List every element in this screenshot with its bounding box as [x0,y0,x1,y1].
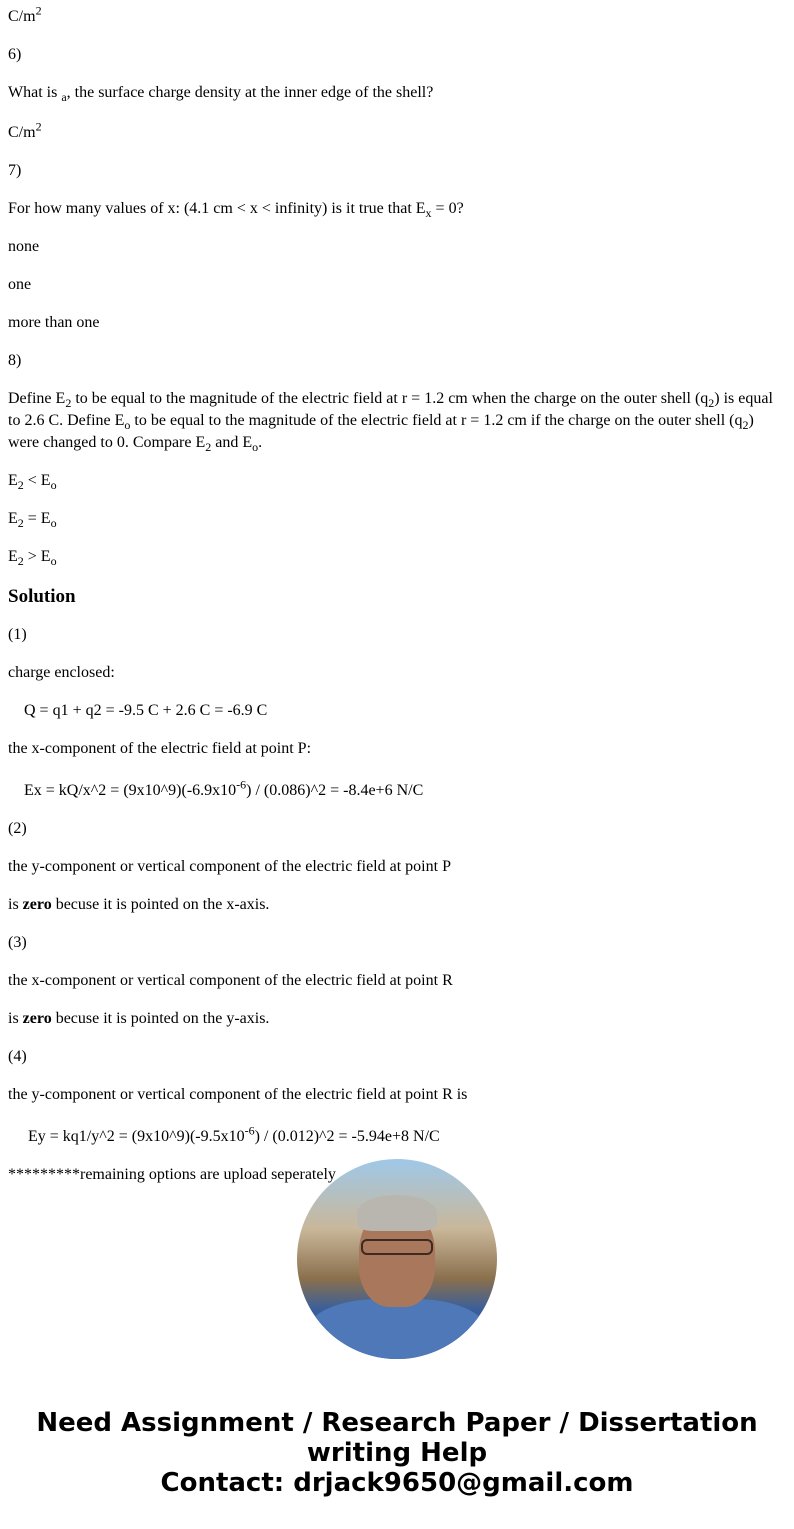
text: to be equal to the magnitude of the electric field at r = 1.2 cm if the charge on the outer shell (q [130,412,743,429]
sub: 2 [708,396,715,411]
solution-heading: Solution [8,586,76,607]
footer-contact[interactable]: Contact: drjack9650@gmail.com [160,1468,634,1498]
text: , the surface charge density at the inner edge of the shell? [66,84,434,101]
text: ) / (0.086)^2 = -8.4e+6 N/C [246,782,424,799]
text: Ey = kq1/y^2 = (9x10^9)(-9.5x10 [28,1128,245,1145]
solution-part-4: (4) [8,1048,27,1065]
unit-text: C/m [8,124,36,141]
sub: x [425,206,432,221]
text: E [8,472,18,489]
solution-equation: Q = q1 + q2 = -9.5 C + 2.6 C = -6.9 C [24,702,268,719]
q7-option[interactable]: more than one [8,314,100,331]
text: to be equal to the magnitude of the electric field at r = 1.2 cm when the charge on the outer shell (q [71,390,709,407]
photo-glasses [361,1239,433,1255]
q8-question [8,388,786,454]
solution-equation [8,777,786,802]
sub: 2 [17,478,24,493]
q8-option[interactable] [8,546,786,568]
sub: 2 [205,440,212,455]
sup: -6 [244,1123,255,1138]
q7-number: 7) [8,162,22,179]
sub: a [61,90,67,105]
text: and E [211,434,253,451]
footer-ad [0,1408,794,1498]
q8-number: 8) [8,352,22,369]
photo-shirt [307,1299,487,1359]
text: What is [8,84,62,101]
q8-option[interactable] [8,508,786,530]
text: ) were changed to 0. Compare E [8,412,754,451]
text: > E [23,548,51,565]
text: = E [23,510,51,527]
sub: 2 [65,396,72,411]
text: E [8,548,18,565]
solution-part-2: (2) [8,820,27,837]
unit-text: C/m [8,8,36,25]
solution-text: charge enclosed: [8,664,115,681]
q8-option[interactable] [8,470,786,492]
sub: o [50,478,57,493]
footer-line-1: Need Assignment / Research Paper / Dissertation writing Help [36,1408,758,1468]
sub: o [252,440,259,455]
text: E [8,510,18,527]
solution-equation [8,1123,786,1148]
q6-number: 6) [8,46,22,63]
solution-text: the y-component or vertical component of the electric field at point P [8,858,451,875]
q6-unit [8,119,786,144]
document [0,3,794,1186]
sup: -6 [236,777,247,792]
text: ) / (0.012)^2 = -5.94e+8 N/C [254,1128,440,1145]
solution-text: the y-component or vertical component of the electric field at point R is [8,1086,468,1103]
author-photo [297,1159,497,1359]
text: becuse it is pointed on the y-axis. [51,1010,270,1027]
sub: o [124,418,131,433]
solution-note: *********remaining options are upload seperately [8,1166,336,1183]
bold-text: zero [22,1010,52,1027]
text: Define E [8,390,66,407]
text: becuse it is pointed on the x-axis. [51,896,270,913]
q7-option[interactable]: one [8,276,32,293]
sub: 2 [17,554,24,569]
solution-text [8,1008,786,1030]
q7-question [8,198,786,220]
solution-text: the x-component of the electric field at point P: [8,740,312,757]
bold-text: zero [22,896,52,913]
unit-sup: 2 [35,119,42,134]
q5-unit [8,3,786,28]
sub: o [50,554,57,569]
photo-hair [357,1195,437,1231]
solution-text: the x-component or vertical component of the electric field at point R [8,972,453,989]
solution-part-3: (3) [8,934,27,951]
text: < E [23,472,51,489]
sub: o [50,516,57,531]
text: = 0? [431,200,464,217]
unit-sup: 2 [35,3,42,18]
solution-text [8,894,786,916]
text: Ex = kQ/x^2 = (9x10^9)(-6.9x10 [24,782,237,799]
text: For how many values of x: (4.1 cm < x < infinity) is it true that E [8,200,426,217]
sub: 2 [742,418,749,433]
q6-question [8,82,786,104]
text: ) is equal to 2.6 C. Define E [8,390,773,429]
text: is [8,1010,23,1027]
text: . [258,434,263,451]
text: is [8,896,23,913]
q7-option[interactable]: none [8,238,40,255]
solution-part-1: (1) [8,626,27,643]
sub: 2 [17,516,24,531]
